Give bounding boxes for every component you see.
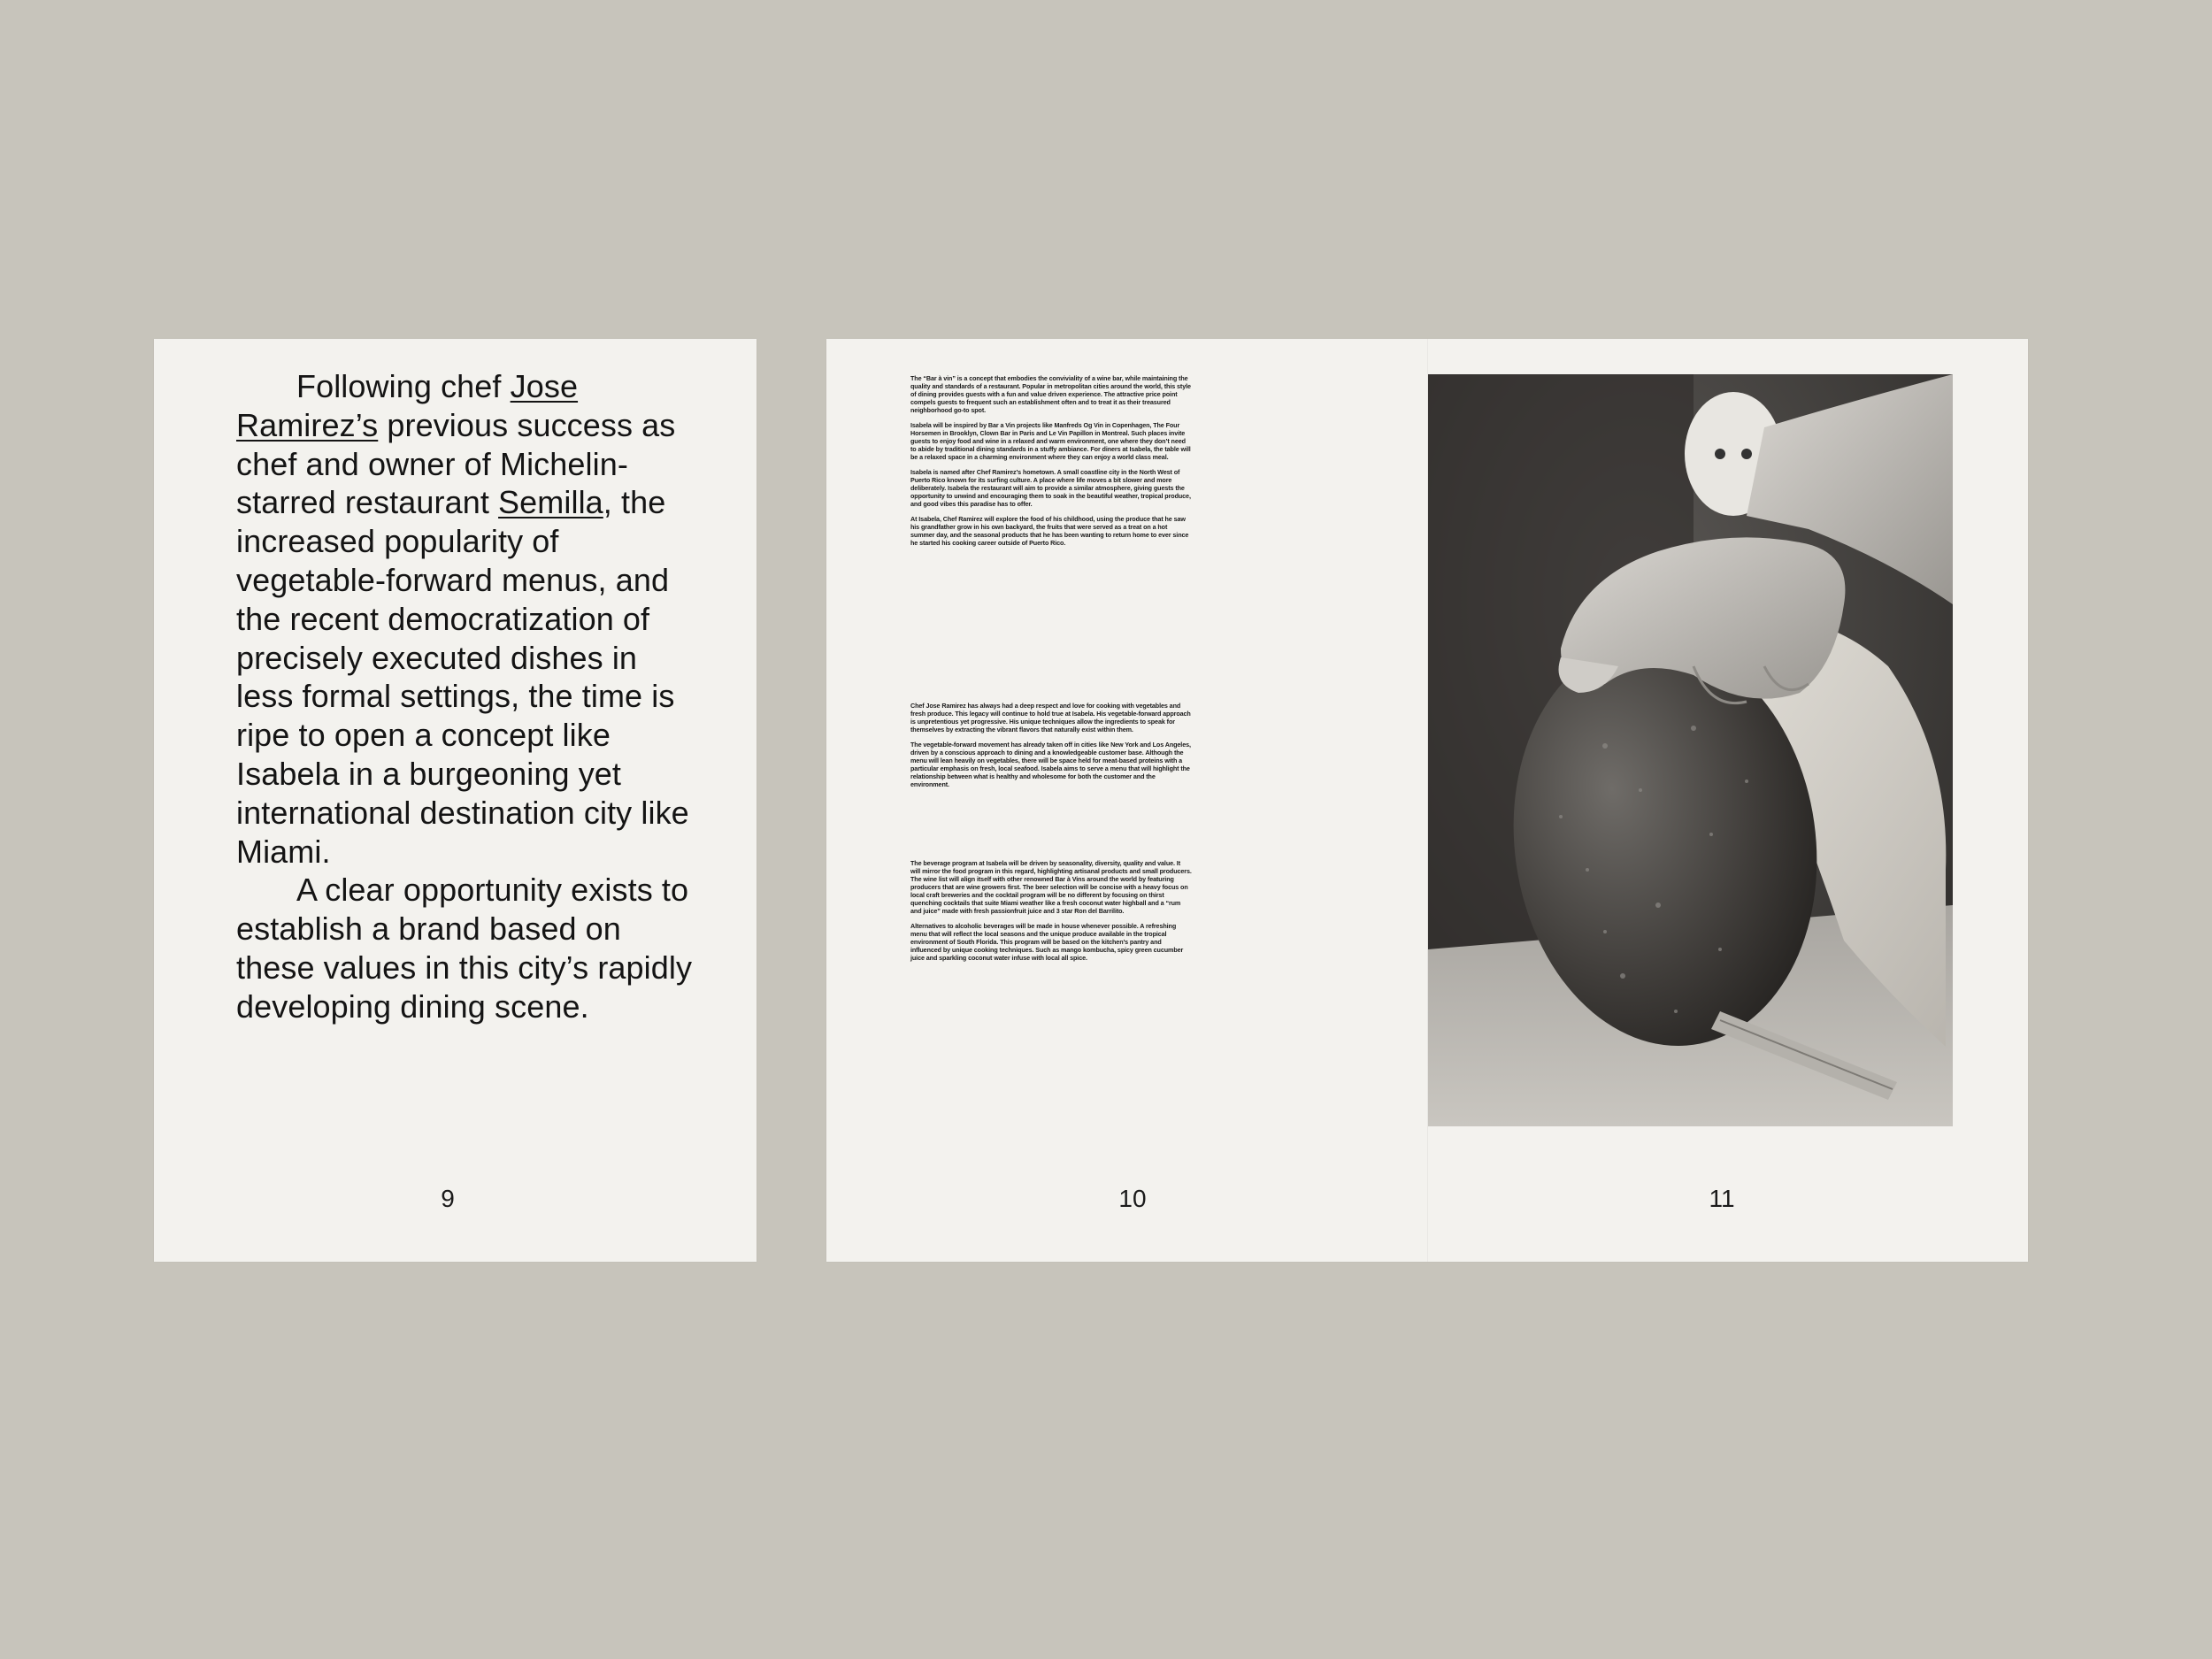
- text-block-food: [910, 702, 1192, 795]
- intro-paragraph-1: [236, 367, 696, 871]
- body-paragraph: The “Bar à vin” is a concept that embodies the conviviality of a wine bar, while maintaining the quality and standards of a restaurant. Popular in metropolitan cities around the world, this style of dining provides guests with a fun and value driven experience. The attractive price point compels guests to frequent such an establishment often and to treat it as their treasured neighborhood go-to spot.: [910, 374, 1191, 414]
- page-number-9: 9: [441, 1185, 455, 1212]
- body-paragraph: Alternatives to alcoholic beverages will be made in house whenever possible. A refreshing menu that will reflect the local seasons and the unique produce available in the tropical environment of South Florida. This program will be based on the kitchen’s pantry and influenced by unique cooking techniques. Such as mango kombucha, spicy green cucumber juice and sparkling coconut water infuse with local all spice.: [910, 922, 1184, 962]
- link-jose-ramirez[interactable]: Jose Ramirez’s: [236, 368, 579, 443]
- bread-photo-illustration: [1428, 374, 1953, 1126]
- spread-10-11: [826, 339, 2028, 1262]
- intro-text-segment: previous success as chef and owner of Michelin-starred restaurant: [236, 406, 676, 521]
- body-paragraph: The vegetable-forward movement has already taken off in cities like New York and Los Angeles, driven by a conscious approach to dining and a knowledgeable customer base. Although the menu will lean heavily on vegetables, there will be space held for meat-based proteins with a particular emphasis on fresh, local seafood. Isabela aims to serve a menu that will highlight the relationship between what is healthy and wholesome for both the customer and the environment.: [910, 741, 1191, 788]
- page-number-10: 10: [1118, 1185, 1147, 1212]
- body-paragraph: Isabela will be inspired by Bar a Vin projects like Manfreds Og Vin in Copenhagen, The Four Horsemen in Brooklyn, Clown Bar in Paris and Le Vin Papillon in Montreal. Such places invite guests to enjoy food and wine in a relaxed and warm environment, one where they don’t need to abide by traditional dining standards in a stuffy ambiance. For diners at Isabela, the table will be a relaxed space in a charming environment where they can enjoy a world class meal.: [910, 421, 1191, 461]
- link-semilla[interactable]: Semilla: [498, 484, 603, 521]
- body-paragraph: Chef Jose Ramirez has always had a deep respect and love for cooking with vegetables and fresh produce. This legacy will continue to hold true at Isabela. His vegetable-forward approach is unpretentious yet progressive. His unique techniques allow the ingredients to speak for themselves by extracting the vibrant flavors that naturally exist within them.: [910, 702, 1191, 733]
- body-paragraph: At Isabela, Chef Ramirez will explore the food of his childhood, using the produce that he saw his grandfather grow in his own backyard, the fruits that were served as a treat on a hot summer day, and the seasonal products that he has been wanting to return home to ever since he started his cooking career outside of Puerto Rico.: [910, 515, 1189, 547]
- body-paragraph: Isabela is named after Chef Ramirez’s hometown. A small coastline city in the North West of Puerto Rico known for its surfing culture. A place where life moves a bit slower and more deliberately. Isabela the restaurant will aim to provide a similar atmosphere, giving guests the opportunity to unwind and encouraging them to soak in the beautiful weather, tropical produce, and good vibes this paradise has to offer.: [910, 468, 1191, 508]
- bread-photo: [1428, 374, 1953, 1126]
- page-number-11: 11: [1709, 1185, 1735, 1212]
- intro-text: [236, 367, 696, 1026]
- text-block-concept: [910, 374, 1192, 554]
- intro-text-segment: , the increased popularity of vegetable-forward menus, and the recent democratization of precisely executed dishes in less formal settings, the time is ripe to open a concept like Isabela in a burgeoning yet international destination city like Miami.: [236, 484, 689, 870]
- page-9: [154, 339, 757, 1262]
- intro-text-segment: Following chef: [296, 368, 511, 404]
- body-paragraph: The beverage program at Isabela will be driven by seasonality, diversity, quality and value. It will mirror the food program in this regard, highlighting artisanal products and small producers. The wine list will align itself with other renowned Bar à Vins around the world by featuring producers that are wine growers first. The beer selection will be concise with a heavy focus on local craft breweries and the cocktail program will be no different by focusing on thirst quenching cocktails that suite Miami weather like a fresh coconut water highball and a “rum and juice” made with fresh passionfruit juice and 3 star Ron del Barrilito.: [910, 859, 1192, 915]
- text-block-beverage: [910, 859, 1192, 969]
- intro-paragraph-2: A clear opportunity exists to establish a brand based on these values in this city’s rapidly developing dining scene.: [236, 872, 693, 1025]
